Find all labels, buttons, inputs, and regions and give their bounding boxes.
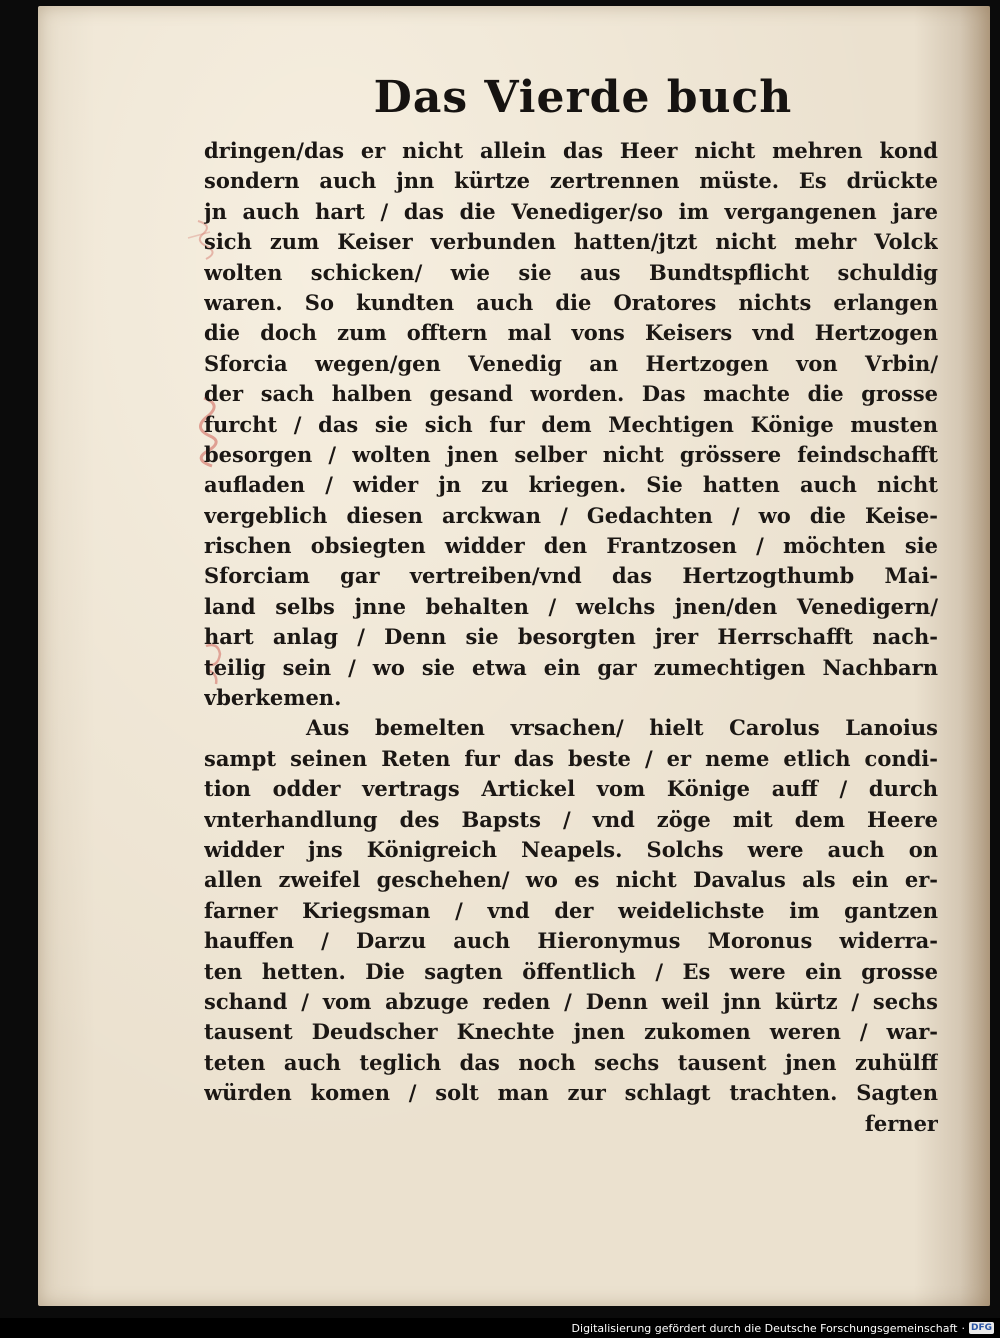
text-line: vergeblich diesen arckwan / Gedachten / wo die Keise- <box>204 502 938 528</box>
text-line: furcht / das sie sich fur dem Mechtigen Könige musten <box>204 411 938 437</box>
text-line: farner Kriegsman / vnd der weidelichste im gantzen <box>204 897 938 923</box>
text-line: waren. So kundten auch die Oratores nichts erlangen <box>204 289 938 315</box>
text-line: hart anlag / Denn sie besorgten jrer Herrschafft nach- <box>204 624 938 650</box>
text-line: ferner <box>864 1110 938 1136</box>
text-line: sich zum Keiser verbunden hatten/jtzt nicht mehr Volck <box>204 229 938 255</box>
text-line: die doch zum offtern mal vons Keisers vnd Hertzogen <box>204 320 938 346</box>
footer-credit-text: Digitalisierung gefördert durch die Deutsche Forschungsgemeinschaft <box>571 1321 958 1335</box>
footer-credit <box>572 1319 994 1337</box>
text-line: dringen/das er nicht allein das Heer nicht mehren kond <box>204 138 938 163</box>
text-line: sondern auch jnn kürtze zertrennen müste. Es drückte <box>204 168 938 194</box>
footer-separator: · <box>961 1321 965 1335</box>
text-line: teten auch teglich das noch sechs tausent jnen zuhülff <box>204 1049 938 1075</box>
text-line: tausent Deudscher Knechte jnen zukomen weren / war- <box>204 1019 938 1045</box>
text-line: teilig sein / wo sie etwa ein gar zumechtigen Nachbarn <box>204 654 938 680</box>
text-line: Sforcia wegen/gen Venedig an Hertzogen von Vrbin/ <box>204 350 938 376</box>
text-line: wolten schicken/ wie sie aus Bundtspflicht schuldig <box>204 259 938 285</box>
dfg-logo-icon: DFG <box>970 1323 992 1333</box>
text-line: hauffen / Darzu auch Hieronymus Moronus widerra- <box>204 928 938 954</box>
text-line: der sach halben gesand worden. Das machte die grosse <box>204 381 938 407</box>
text-line: widder jns Königreich Neapels. Solchs were auch on <box>204 836 938 862</box>
text-line: würden komen / solt man zur schlagt trachten. Sagten <box>204 1080 938 1106</box>
text-line: tion odder vertrags Artickel vom Könige auff / durch <box>204 776 938 802</box>
text-line: sampt seinen Reten fur das beste / er neme etlich condi- <box>204 745 938 771</box>
text-line: besorgen / wolten jnen selber nicht grössere feindschafft <box>204 441 938 467</box>
text-line: Aus bemelten vrsachen/ hielt Carolus Lanoius <box>306 715 938 741</box>
text-line: aufladen / wider jn zu kriegen. Sie hatten auch nicht <box>204 472 938 498</box>
running-title: Das Vierde buch <box>373 72 793 123</box>
text-line: allen zweifel geschehen/ wo es nicht Davalus als ein er- <box>204 867 938 893</box>
text-line: vberkemen. <box>204 685 342 711</box>
body-text <box>204 136 938 1139</box>
text-line: vnterhandlung des Bapsts / vnd zöge mit dem Heere <box>204 806 938 832</box>
text-line: schand / vom abzuge reden / Denn weil jnn kürtz / sechs <box>204 988 938 1014</box>
text-line: rischen obsiegten widder den Frantzosen / möchten sie <box>204 533 938 559</box>
text-line: land selbs jnne behalten / welchs jnen/den Venedigern/ <box>204 593 938 619</box>
text-line: Sforciam gar vertreiben/vnd das Hertzogthumb Mai- <box>204 563 938 589</box>
text-line: jn auch hart / das die Venediger/so im vergangenen jare <box>204 198 938 224</box>
text-line: ten hetten. Die sagten öffentlich / Es were ein grosse <box>204 958 938 984</box>
